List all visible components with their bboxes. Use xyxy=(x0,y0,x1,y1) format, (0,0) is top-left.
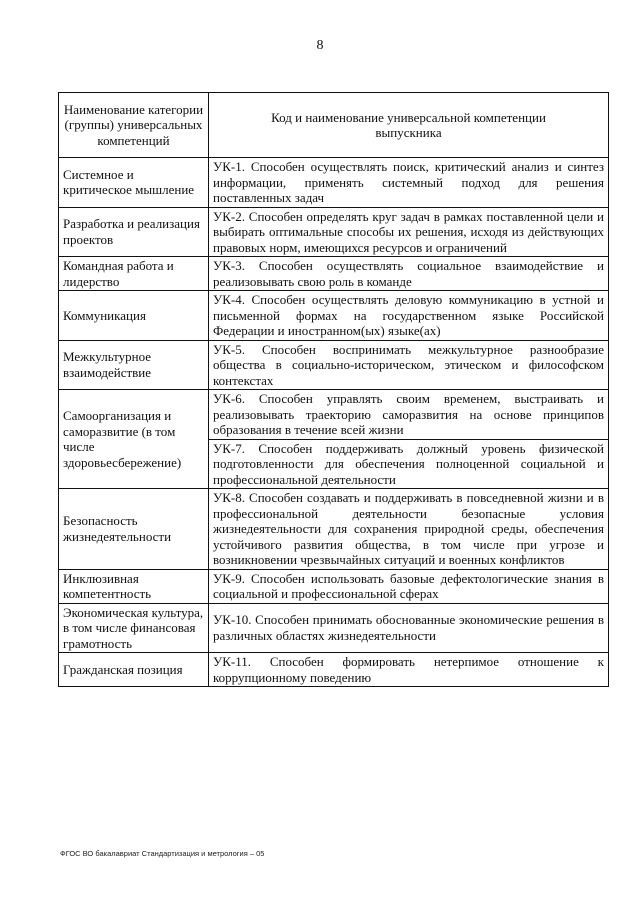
document-footer: ФГОС ВО бакалавриат Стандартизация и метрология – 05 xyxy=(60,849,265,858)
table-row xyxy=(59,340,609,390)
competence-cell: УК-2. Способен определять круг задач в рамках поставленной цели и выбирать оптимальные способы их решения, исходя из действующих правовых норм, имеющихся ресурсов и ограничений xyxy=(209,207,609,257)
category-cell: Системное и критическое мышление xyxy=(59,158,209,208)
page-number: 8 xyxy=(316,38,324,53)
competence-cell: УК-7. Способен поддерживать должный уровень физической подготовленности для обеспечения полноценной социальной и профессиональной деятельности xyxy=(209,439,609,489)
competencies-table xyxy=(58,92,609,687)
competence-cell: УК-6. Способен управлять своим временем, выстраивать и реализовывать траекторию саморазвития на основе принципов образования в течение всей жизни xyxy=(209,390,609,440)
header-category: Наименование категории (группы) универсальных компетенций xyxy=(59,93,209,158)
table-row xyxy=(59,489,609,570)
table-row xyxy=(59,291,609,341)
table-row xyxy=(59,257,609,291)
competence-cell: УК-1. Способен осуществлять поиск, критический анализ и синтез информации, применять системный подход для решения поставленных задач xyxy=(209,158,609,208)
category-cell: Самоорганизация и саморазвитие (в том числе здоровьесбережение) xyxy=(59,390,209,489)
header-competence: Код и наименование универсальной компетенции выпускника xyxy=(209,93,609,158)
table-header-row xyxy=(59,93,609,158)
table-row xyxy=(59,158,609,208)
category-cell: Коммуникация xyxy=(59,291,209,341)
competence-cell: УК-8. Способен создавать и поддерживать в повседневной жизни и в профессиональной деятельности безопасные условия жизнедеятельности для сохранения природной среды, обеспечения устойчивого развития общества, в том числе при угрозе и возникновении чрезвычайных ситуаций и военных конфликтов xyxy=(209,489,609,570)
category-cell: Командная работа и лидерство xyxy=(59,257,209,291)
category-cell: Разработка и реализация проектов xyxy=(59,207,209,257)
table-row xyxy=(59,390,609,440)
table-row xyxy=(59,653,609,687)
category-cell: Межкультурное взаимодействие xyxy=(59,340,209,390)
competence-cell: УК-4. Способен осуществлять деловую коммуникацию в устной и письменной формах на государственном языке Российской Федерации и иностранном(ых) языке(ах) xyxy=(209,291,609,341)
category-cell: Гражданская позиция xyxy=(59,653,209,687)
category-cell: Экономическая культура, в том числе финансовая грамотность xyxy=(59,603,209,653)
table-row xyxy=(59,207,609,257)
competence-cell: УК-5. Способен воспринимать межкультурное разнообразие общества в социально-историческом, этическом и философском контекстах xyxy=(209,340,609,390)
competence-cell: УК-3. Способен осуществлять социальное взаимодействие и реализовывать свою роль в команде xyxy=(209,257,609,291)
competence-cell: УК-9. Способен использовать базовые дефектологические знания в социальной и профессиональной сферах xyxy=(209,569,609,603)
competence-cell: УК-10. Способен принимать обоснованные экономические решения в различных областях жизнедеятельности xyxy=(209,603,609,653)
table-row xyxy=(59,569,609,603)
category-cell: Безопасность жизнедеятельности xyxy=(59,489,209,570)
competence-cell: УК-11. Способен формировать нетерпимое отношение к коррупционному поведению xyxy=(209,653,609,687)
table-row xyxy=(59,603,609,653)
category-cell: Инклюзивная компетентность xyxy=(59,569,209,603)
